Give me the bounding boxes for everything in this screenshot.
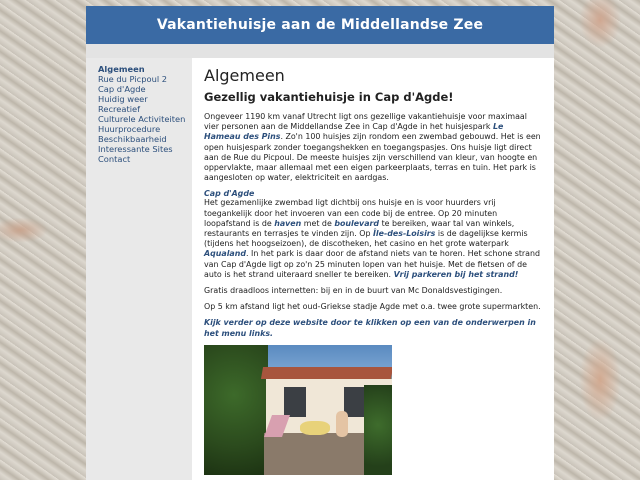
intro-text-1: Ongeveer 1190 km vanaf Utrecht ligt ons gezellige vakantiehuisje voor maximaal vier personen aan de Middellandse Zee in Cap d'Agde in het huisjespark — [204, 112, 527, 132]
link-ile-des-loisirs[interactable]: Île-des-Loisirs — [373, 229, 436, 239]
sidebar-item-huurprocedure[interactable]: Huurprocedure — [98, 124, 161, 134]
link-le-hameau-des-pins[interactable]: Le Hameau des Pins — [204, 122, 504, 142]
sidebar-item-rue-du-picpoul[interactable]: Rue du Picpoul 2 — [98, 74, 168, 84]
cap-text-4: is de dagelijkse kermis (tijdens het hoogseizoen), de discotheken, het casino en het grote waterpark — [204, 229, 528, 249]
photo-window-left — [284, 387, 306, 417]
link-vrij-parkeren[interactable]: Vrij parkeren bij het strand! — [393, 269, 519, 279]
main-content — [192, 58, 554, 480]
sidebar-item-algemeen[interactable]: Algemeen — [98, 64, 145, 74]
cap-dagde-paragraph — [204, 198, 542, 280]
intro-paragraph — [204, 112, 542, 183]
link-boulevard[interactable]: boulevard — [334, 218, 380, 228]
site-header — [86, 6, 554, 44]
photo-patio — [264, 433, 374, 475]
photo-person — [336, 411, 348, 437]
intro-text-2: . Zo'n 100 huisjes zijn rondom een zwembad gebouwd. Het is een open huisjespark zonder toegangshekken en toegangspasjes. Ons huisje ligt direct aan de Rue du Picpoul. De meeste huisjes zijn verschillend van kleur, van hoogte en oppervlakte, maar allemaal met een eigen parkeerplaats, terras en tuin. Het park is aangesloten op water, elektriciteit en aardgas. — [204, 132, 541, 183]
sidebar-menu — [86, 58, 192, 480]
page-subtitle: Gezellig vakantiehuisje in Cap d'Agde! — [204, 90, 454, 104]
header-subbar — [86, 44, 554, 58]
page-container — [86, 6, 554, 480]
cap-text-1: Het gezamenlijke zwembad ligt dichtbij ons huisje en is voor huurders vrij toegankelijk door het invoeren van een code bij de entree. Op 20 minuten loopafstand is de — [204, 198, 498, 228]
page-title: Algemeen — [204, 66, 285, 85]
sidebar-item-huidig-weer[interactable]: Huidig weer — [98, 94, 148, 104]
sidebar-item-culturele-activiteiten[interactable]: Culturele Activiteiten — [98, 114, 186, 124]
photo-tree-right — [364, 385, 392, 475]
site-title: Vakantiehuisje aan de Middellandse Zee — [156, 17, 484, 33]
cap-text-5: . In het park is daar door de afstand niets van te horen. Het schone strand van Cap d'Agde ligt op zo'n 25 minuten lopen van het huisje. Met de fietsen of de auto is het strand uiteraard sneller te bereiken. — [204, 249, 541, 279]
agde-paragraph: Op 5 km afstand ligt het oud-Griekse stadje Agde met o.a. twee grote supermarkten. — [204, 302, 541, 312]
menu-hint-paragraph: Kijk verder op deze website door te klikken op een van de onderwerpen in het menu links. — [204, 318, 536, 338]
cap-text-2: met de — [301, 218, 335, 228]
house-photo — [204, 345, 392, 475]
sidebar-item-beschikbaarheid[interactable]: Beschikbaarheid — [98, 134, 167, 144]
link-haven[interactable]: haven — [274, 218, 302, 228]
sidebar-item-interessante-sites[interactable]: Interessante Sites — [98, 144, 173, 154]
internet-paragraph: Gratis draadloos internetten: bij en in de buurt van Mc Donaldsvestigingen. — [204, 286, 503, 296]
photo-table — [300, 421, 330, 435]
cap-text-3: te bereiken, waar tal van winkels, restaurants en terrasjes te vinden zijn. Op — [204, 218, 515, 239]
photo-roof — [261, 367, 392, 379]
sidebar-item-contact[interactable]: Contact — [98, 154, 131, 164]
link-aqualand[interactable]: Aqualand — [204, 249, 246, 259]
photo-tree-left — [204, 345, 268, 475]
sidebar-item-cap-dagde[interactable]: Cap d'Agde — [98, 84, 146, 94]
section-title-cap-dagde: Cap d'Agde — [204, 189, 255, 199]
sidebar-item-recreatief[interactable]: Recreatief — [98, 104, 141, 114]
